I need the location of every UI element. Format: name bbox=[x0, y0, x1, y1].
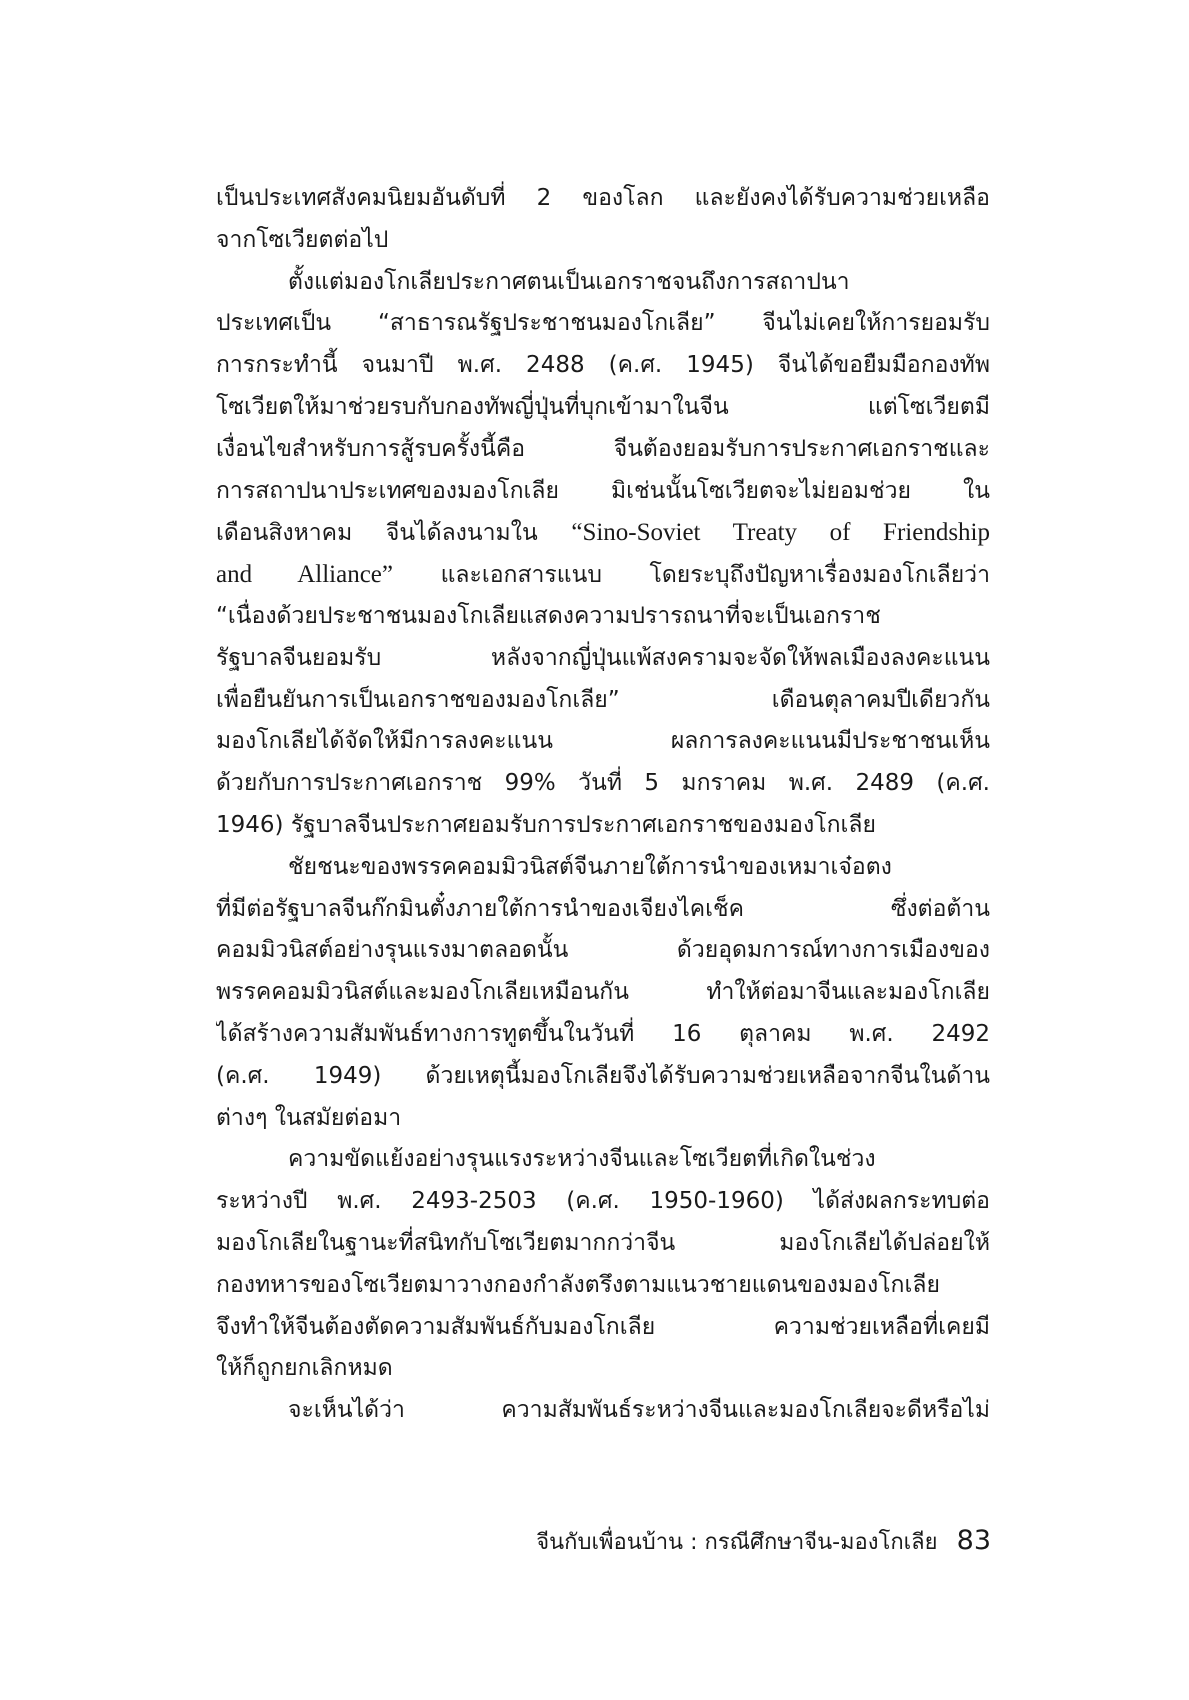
treaty-name: and Alliance” bbox=[216, 561, 394, 589]
text-line: ต่างๆ ในสมัยต่อมา bbox=[216, 1104, 402, 1131]
text-line: โซเวียตให้มาช่วยรบกับกองทัพญี่ปุ่นที่บุกเข้ามาในจีน แต่โซเวียตมี bbox=[216, 393, 990, 420]
text-line: รัฐบาลจีนยอมรับ หลังจากญี่ปุ่นแพ้สงครามจะจัดให้พลเมืองลงคะแนน bbox=[216, 644, 990, 671]
text-line: ได้สร้างความสัมพันธ์ทางการทูตขึ้นในวันที่ 16 ตุลาคม พ.ศ. 2492 bbox=[216, 1020, 990, 1047]
text-line: (ค.ศ. 1949) ด้วยเหตุนี้มองโกเลียจึงได้รับความช่วยเหลือจากจีนในด้าน bbox=[216, 1062, 990, 1089]
page-number: 83 bbox=[956, 1525, 991, 1556]
text-line: ด้วยกับการประกาศเอกราช 99% วันที่ 5 มกราคม พ.ศ. 2489 (ค.ศ. bbox=[216, 770, 990, 797]
text-line: จากโซเวียตต่อไป bbox=[216, 226, 389, 253]
text-line: เงื่อนไขสำหรับการสู้รบครั้งนี้คือ จีนต้องยอมรับการประกาศเอกราชและ bbox=[216, 435, 990, 462]
text-line: จะเห็นได้ว่า ความสัมพันธ์ระหว่างจีนและมองโกเลียจะดีหรือไม่ bbox=[288, 1397, 990, 1424]
text-line: คอมมิวนิสต์อย่างรุนแรงมาตลอดนั้น ด้วยอุดมการณ์ทางการเมืองของ bbox=[216, 937, 990, 964]
text-segment: เดือนสิงหาคม จีนได้ลงนามใน bbox=[216, 520, 538, 547]
treaty-name: “Sino-Soviet Treaty of Friendship bbox=[571, 519, 990, 547]
text-line: ให้ก็ถูกยกเลิกหมด bbox=[216, 1355, 393, 1382]
text-line bbox=[216, 554, 990, 596]
text-line: มองโกเลียในฐานะที่สนิทกับโซเวียตมากกว่าจีน มองโกเลียได้ปล่อยให้ bbox=[216, 1229, 990, 1256]
text-line: เป็นประเทศสังคมนิยมอันดับที่ 2 ของโลก และยังคงได้รับความช่วยเหลือ bbox=[216, 185, 990, 211]
text-line: 1946) รัฐบาลจีนประกาศยอมรับการประกาศเอกราชของมองโกเลีย bbox=[216, 811, 876, 838]
text-line: ประเทศเป็น “สาธารณรัฐประชาชนมองโกเลีย” จีนไม่เคยให้การยอมรับ bbox=[216, 310, 990, 337]
text-line: ชัยชนะของพรรคคอมมิวนิสต์จีนภายใต้การนำของเหมาเจ๋อตง bbox=[288, 853, 892, 880]
text-line: เพื่อยืนยันการเป็นเอกราชของมองโกเลีย” เดือนตุลาคมปีเดียวกัน bbox=[216, 686, 990, 713]
text-line: การสถาปนาประเทศของมองโกเลีย มิเช่นนั้นโซเวียตจะไม่ยอมช่วย ใน bbox=[216, 477, 990, 504]
text-line: ความขัดแย้งอย่างรุนแรงระหว่างจีนและโซเวียตที่เกิดในช่วง bbox=[288, 1146, 876, 1173]
text-line: กองทหารของโซเวียตมาวางกองกำลังตรึงตามแนวชายแดนของมองโกเลีย bbox=[216, 1271, 940, 1298]
text-line: จึงทำให้จีนต้องตัดความสัมพันธ์กับมองโกเลีย ความช่วยเหลือที่เคยมี bbox=[216, 1313, 990, 1340]
text-line: ตั้งแต่มองโกเลียประกาศตนเป็นเอกราชจนถึงการสถาปนา bbox=[288, 268, 850, 295]
text-line: ระหว่างปี พ.ศ. 2493-2503 (ค.ศ. 1950-1960) ได้ส่งผลกระทบต่อ bbox=[216, 1188, 990, 1215]
text-segment: และเอกสารแนบ โดยระบุถึงปัญหาเรื่องมองโกเลียว่า bbox=[440, 562, 990, 589]
text-line: มองโกเลียได้จัดให้มีการลงคะแนน ผลการลงคะแนนมีประชาชนเห็น bbox=[216, 728, 990, 755]
text-line: ที่มีต่อรัฐบาลจีนก๊กมินตั๋งภายใต้การนำของเจียงไคเช็ค ซึ่งต่อต้าน bbox=[216, 895, 990, 922]
text-line bbox=[216, 512, 990, 554]
body-text bbox=[216, 178, 990, 1432]
text-line: พรรคคอมมิวนิสต์และมองโกเลียเหมือนกัน ทำให้ต่อมาจีนและมองโกเลีย bbox=[216, 979, 990, 1006]
text-line: “เนื่องด้วยประชาชนมองโกเลียแสดงความปรารถนาที่จะเป็นเอกราช bbox=[216, 602, 881, 629]
text-line: การกระทำนี้ จนมาปี พ.ศ. 2488 (ค.ศ. 1945) จีนได้ขอยืมมือกองทัพ bbox=[216, 352, 990, 379]
running-title: จีนกับเพื่อนบ้าน : กรณีศึกษาจีน-มองโกเลีย bbox=[536, 1530, 938, 1555]
page-footer bbox=[536, 1521, 991, 1561]
